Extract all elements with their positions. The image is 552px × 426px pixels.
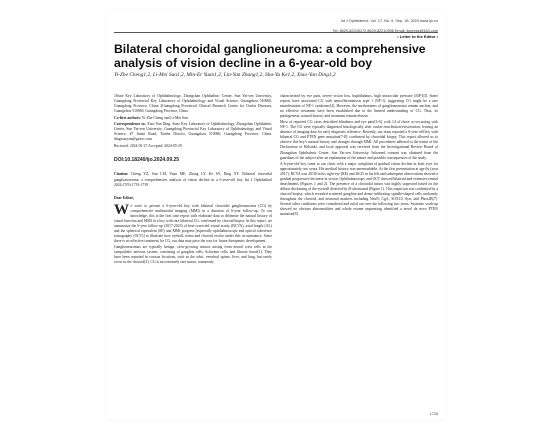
- co-first-text: Yi-Zhe Cheng and Li-Mei Sun: [140, 116, 188, 121]
- journal-header-line-1: Int J Ophthalmol, Vol. 17, No. 9, Sep. 18, 2024 www.ijo.cn: [340, 19, 438, 23]
- journal-header-line-2: Tel: 8629-82245172 8629-82210956 Email: ijopress@163.com: [332, 29, 438, 33]
- author-list: Yi-Zhe Cheng1,2, Li-Mei Sun1,2, Min-Er Yuan1,2, Lin-Yan Zhang1,2, Sha-Yu Ke1,2, Xiao-Yan Ding1,2: [114, 72, 336, 78]
- body-paragraph: characterized by eye pain, severe vision loss, buphthalmos, high intraocular pressure (IOP)[3]. Some reports have associated CG with neurofibromatosis type 1 (NF-1), suggesting CG might be a rare manifestation of NF-1 syndrome[4]. However, the mechanisms of ganglioneuroma remain unclear, and no effective treatment have been established due to the limited understanding of CG. Thus, its pathogenesis, natural history, and treatment remain elusive.: [280, 94, 438, 119]
- paper-page: [106, 10, 446, 420]
- body-text: e write to present a 6-year-old boy with bilateral choroidal ganglioneuroma (CG) by comprehensive multimodal imaging (MMI) in a duration of 6-year follow-up. To our knowledge, this is the first case report with elaborate data to delineate the natural history of visual function and MMI in a boy with rare bilateral CG, confirmed by choroid biopsy. In this report, we summarize the 6-year follow-up (2017-2023) of best-corrected visual acuity (BCVA), axial length (AL) and the spherical equivalent (SE) and MMI progress [especially ophthalmoscope and optical coherence tomography (OCT)] to illustrate how eyeball, retina and choroid evolve under this circumstance. Since there is no effective treatment for CG, our data may pave the way for future therapeutic development.: [114, 203, 272, 243]
- dear-editor: Dear Editor,: [114, 195, 134, 200]
- page-number: 1733: [429, 412, 438, 416]
- co-first-authors: [114, 116, 272, 121]
- body-paragraph: [114, 201, 272, 244]
- article-title: Bilateral choroidal ganglioneuroma: a comprehensive analysis of vision decline in a 6-year-old boy: [114, 42, 426, 70]
- received-accepted-dates: Received: 2024-02-27 Accepted: 2024-05-29: [114, 144, 182, 149]
- correspondence-text: Xiao-Yan Ding. State Key Laboratory of Ophthalmology, Zhongshan Ophthalmic Center, Sun Yat-sen University, Guangdong Provincial Key Laboratory of Ophthalmology and Visual Science, #7 Jinsui Road, Tianhe District, Guangzhou 510060, Guangdong Province, China. dingxiaoyan@gzzoc.com: [114, 122, 272, 142]
- affiliations: 1State Key Laboratory of Ophthalmology, Zhongshan Ophthalmic Center, Sun Yat-sen University, Guangdong Provincial Key Laboratory of Ophthalmology and Visual Science, Guangzhou 510060, Guangdong Province, China 2Guangdong Provincial Clinical Research Center for Ocular Diseases, Guangzhou 510060, Guangdong Province, China: [114, 94, 272, 114]
- body-paragraph: Most of reported CG cases described blindness and eye pain[3-6], with 14 of those co-occurring with NF-1. The CG were typically diagnosed histologically after ocular enucleation/evisceration, leaving an absence of imaging data for early diagnosis reference. Recently, our team reported a 6-year-old boy with bilateral CG and PTEN gene mutation[7-8], confirmed by choroidal biopsy. This report allowed us to observe this boy's natural history and changes through MMI. All procedures adhered to the tenets of the Declaration of Helsinki, and local approval was received from the Investigational Review Board of Zhongshan Ophthalmic Center, Sun Yat-sen University. Informed consent was obtained from the guardians of the subject after an explanation of the nature and possible consequences of the study.: [280, 120, 438, 160]
- correspondence: [114, 122, 272, 142]
- citation-text: Cheng YZ, Sun LM, Yuan ME, Zhang LY, Ke SY, Ding XY. Bilateral choroidal ganglioneuroma: a comprehensive analysis of vision decline in a 6-year-old boy. Int J Ophthalmol 2024;17(9):1733-1739: [114, 172, 272, 187]
- right-column: [280, 94, 438, 414]
- citation: [114, 172, 272, 187]
- header-rule: [114, 32, 438, 33]
- citation-label: Citation:: [114, 172, 129, 177]
- co-first-label: Co-first authors:: [114, 116, 141, 121]
- left-column: [114, 94, 272, 414]
- section-label: • Letter to the Editor •: [397, 34, 438, 39]
- doi: DOI:10.18240/ijo.2024.09.25: [114, 157, 180, 164]
- correspondence-label: Correspondence to:: [114, 122, 146, 127]
- body-paragraph: A 6-year-old boy came to our clinic with a major complaint of gradual vision decline in both eyes for approximately two years. His medical history was unremarkable. At the first presentation at age 6y (year 2017), BCVA was 20/30 in his right eye (RE) and 20/25 in his left and subsequent observations showed a gradual progressive decrease in vision. Ophthalmoscopy and OCT showed bilateral and extensive retinal detachments (Figures 1 and 2). The presence of a choroidal tumor was highly suspected based on the diffuse thickening of the eyewall detected by B-ultrasound (Figure 1). This suspicion was confirmed by a choroid biopsy, which revealed scattered ganglion and dense infiltrating spindle-shaped cells uniformly throughout the choroid, and neuronal markers including NeuN, CgA, SOX10, Syn, and Phox2B[7]. Several other conditions were considered and ruled out over the following two years. Systemic work-up showed no obvious abnormalities and whole exome sequencing identified a novel de novo PTEN mutation[8].: [280, 161, 438, 217]
- drop-cap: W: [114, 201, 129, 218]
- body-paragraph: Ganglioneuromas are typically benign, slow-growing tumors arising from neural crest cells in the sympathetic nervous system, consisting of ganglion cells, Schwann cells, and fibrous tissue[1]. They have been reported in various locations, such as the orbit, vertebral spines, liver, and lung, but rarely occur in the choroid[2]. CG is an extremely rare tumor, commonly: [114, 245, 272, 265]
